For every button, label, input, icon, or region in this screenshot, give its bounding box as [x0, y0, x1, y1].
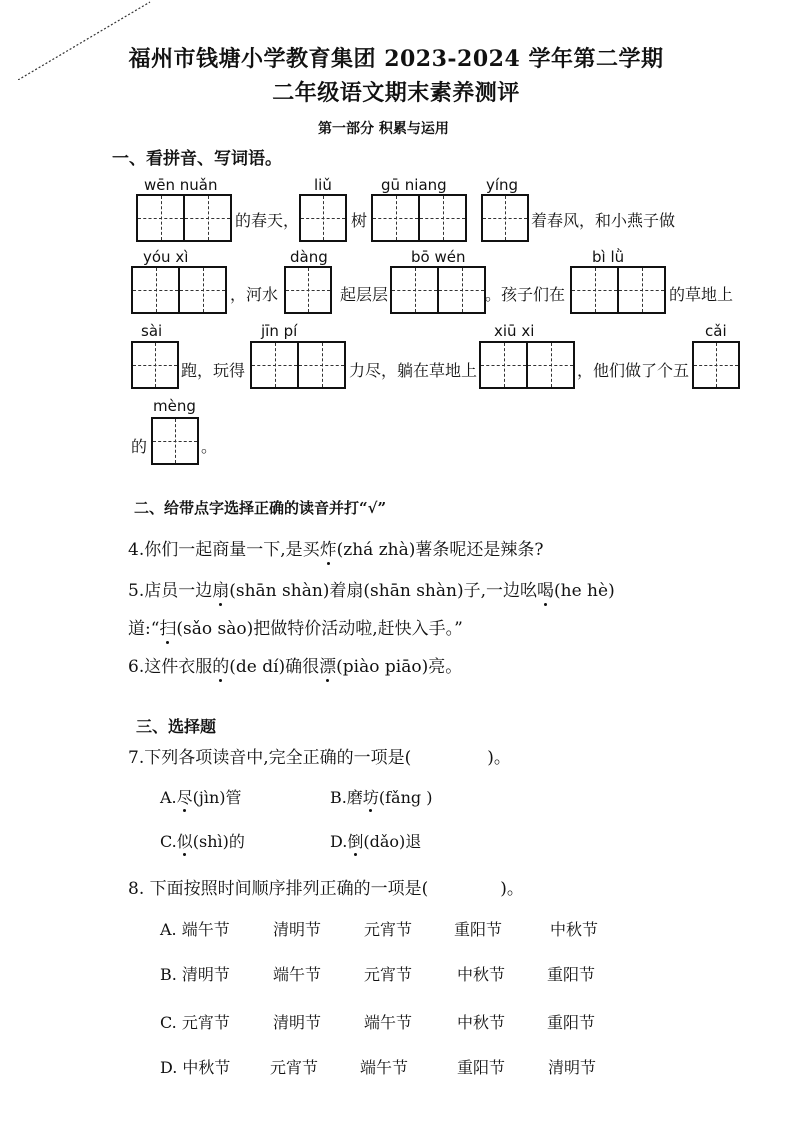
writing-box-xiuxi[interactable] — [479, 341, 575, 389]
pinyin-wennuan: wēn nuǎn — [144, 176, 218, 194]
q8-b-3: 元宵节 — [364, 965, 413, 984]
text-zhe-chunfeng: 着春风，和小燕子做 — [531, 211, 676, 230]
q8-c-1: C. 元宵节 — [160, 1013, 230, 1032]
text-qicengceng: 起层层 — [340, 285, 389, 304]
q7-option-d[interactable]: D.倒(dǎo)退 — [330, 832, 422, 851]
q8-d-3: 端午节 — [360, 1058, 409, 1077]
question-6: 6.这件衣服的(de dí)确很漂(piào piāo)亮。 — [128, 657, 463, 677]
writing-box-youxi[interactable] — [131, 266, 227, 314]
exam-title-line1: 福州市钱塘小学教育集团 2023-2024 学年第二学期 — [128, 46, 664, 72]
question-7-stem: 7.下列各项读音中,完全正确的一项是( )。 — [128, 748, 511, 768]
text-tamenzuole: ，他们做了个五 — [577, 361, 690, 380]
q8-a-5: 中秋节 — [550, 920, 599, 939]
text-de: 的 — [131, 437, 148, 456]
text-de-caodishang: 的草地上 — [669, 285, 734, 304]
q7-option-a[interactable]: A.尽(jìn)管 — [160, 788, 242, 807]
q8-b-5: 重阳节 — [547, 965, 596, 984]
q8-a-1: A. 端午节 — [160, 920, 230, 939]
writing-box-cai[interactable] — [692, 341, 740, 389]
writing-box-ying[interactable] — [481, 194, 529, 242]
pinyin-sai: sài — [141, 322, 163, 340]
writing-box-bowen[interactable] — [390, 266, 486, 314]
text-de-chuntian: 的春天， — [235, 211, 300, 230]
q8-a-2: 清明节 — [273, 920, 322, 939]
pinyin-bilu: bì lǜ — [592, 248, 625, 266]
section3-heading: 三、选择题 — [136, 717, 217, 736]
pinyin-guniang: gū niang — [381, 176, 447, 194]
q8-b-2: 端午节 — [273, 965, 322, 984]
pinyin-dang: dàng — [290, 248, 328, 266]
q8-d-1: D. 中秋节 — [160, 1058, 231, 1077]
part-heading: 第一部分 积累与运用 — [318, 121, 449, 137]
question-8-stem: 8. 下面按照时间顺序排列正确的一项是( )。 — [128, 879, 524, 899]
writing-box-meng[interactable] — [151, 417, 199, 465]
text-lijin-tangzai: 力尽，躺在草地上 — [349, 361, 478, 380]
q8-d-5: 清明节 — [548, 1058, 597, 1077]
q8-a-4: 重阳节 — [454, 920, 503, 939]
writing-box-wennuan[interactable] — [136, 194, 232, 242]
q8-c-2: 清明节 — [273, 1013, 322, 1032]
writing-box-jinpi[interactable] — [250, 341, 346, 389]
question-5-line1: 5.店员一边扇(shān shàn)着扇(shān shàn)子,一边吆喝(he hè) — [128, 581, 615, 601]
pinyin-youxi: yóu xì — [143, 248, 189, 266]
section2-heading: 二、给带点字选择正确的读音并打“√” — [134, 499, 387, 517]
writing-box-guniang[interactable] — [371, 194, 467, 242]
pinyin-jinpi: jīn pí — [261, 322, 298, 340]
q7-option-b[interactable]: B.磨坊(fǎng ) — [330, 788, 433, 807]
q8-c-5: 重阳节 — [547, 1013, 596, 1032]
pinyin-liu: liǔ — [314, 176, 332, 194]
exam-title-line2: 二年级语文期末素养测评 — [272, 80, 520, 106]
writing-box-liu[interactable] — [299, 194, 347, 242]
writing-box-sai[interactable] — [131, 341, 179, 389]
q8-c-3: 端午节 — [364, 1013, 413, 1032]
question-4: 4.你们一起商量一下,是买炸(zhá zhà)薯条呢还是辣条? — [128, 540, 544, 560]
text-pao-wande: 跑，玩得 — [181, 361, 246, 380]
writing-box-bilu[interactable] — [570, 266, 666, 314]
pinyin-meng: mèng — [153, 397, 196, 415]
q8-d-2: 元宵节 — [270, 1058, 319, 1077]
q8-a-3: 元宵节 — [364, 920, 413, 939]
text-comma-heshui: ，河水 — [230, 285, 279, 304]
text-period: 。 — [201, 437, 218, 456]
pinyin-cai: cǎi — [705, 322, 727, 340]
text-shu: 树 — [351, 211, 368, 230]
q7-option-c[interactable]: C.似(shì)的 — [160, 832, 245, 851]
question-5-line2: 道:“扫(sǎo sào)把做特价活动啦,赶快入手。” — [128, 619, 463, 639]
pinyin-ying: yíng — [486, 176, 519, 194]
q8-d-4: 重阳节 — [457, 1058, 506, 1077]
pinyin-xiuxi: xiū xi — [494, 322, 535, 340]
q8-b-1: B. 清明节 — [160, 965, 230, 984]
writing-box-dang[interactable] — [284, 266, 332, 314]
q8-c-4: 中秋节 — [457, 1013, 506, 1032]
section1-heading: 一、看拼音、写词语。 — [112, 149, 282, 169]
text-haizimenzai: 。孩子们在 — [485, 285, 566, 304]
pinyin-bowen: bō wén — [411, 248, 466, 266]
q8-b-4: 中秋节 — [457, 965, 506, 984]
